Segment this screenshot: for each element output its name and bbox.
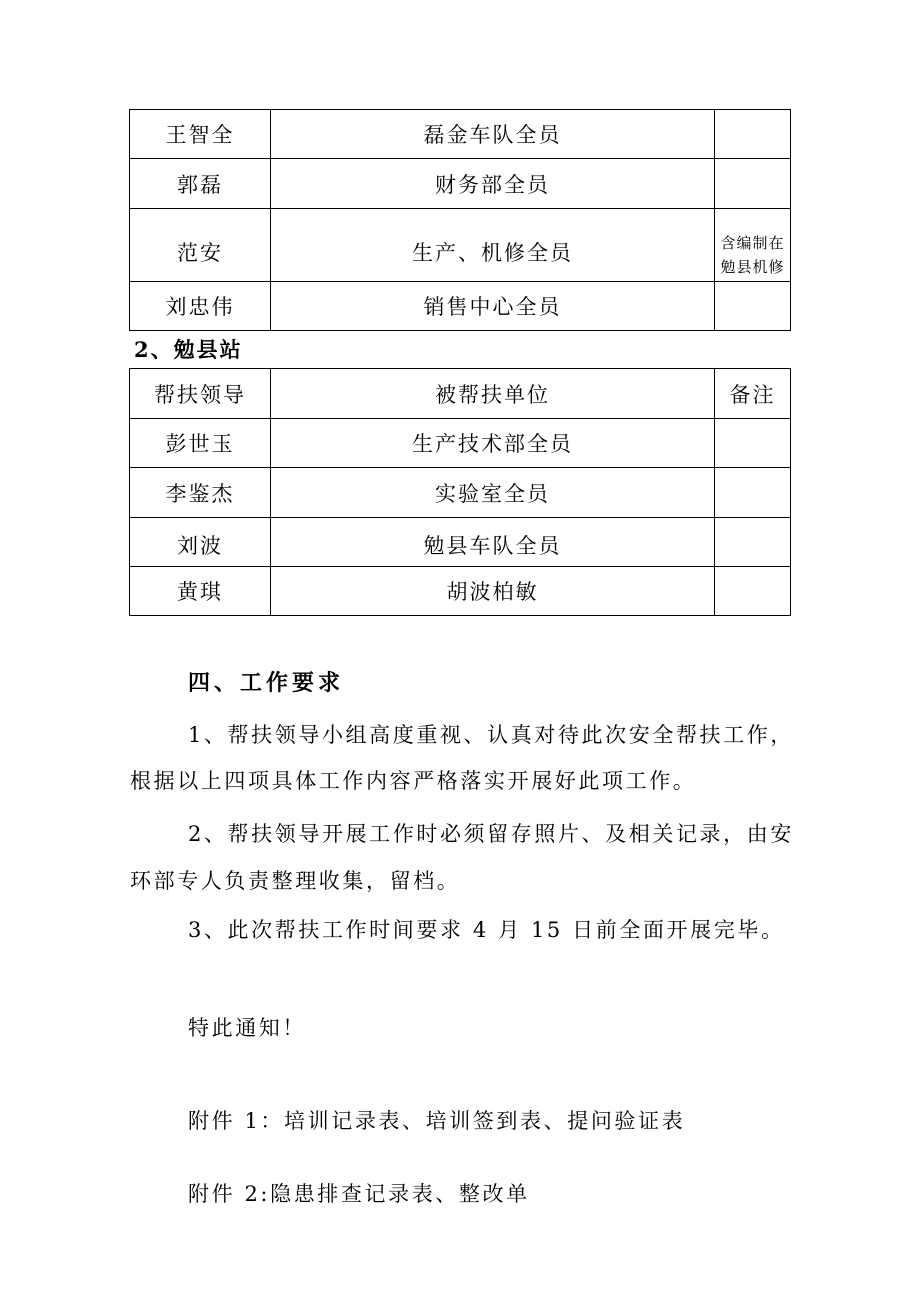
unit-cell: 磊金车队全员 [271, 110, 715, 159]
note-cell [715, 567, 791, 616]
leader-cell: 黄琪 [130, 567, 271, 616]
leader-cell: 刘波 [130, 518, 271, 567]
note-cell [715, 159, 791, 209]
section-title-mianxian: 2、勉县站 [134, 337, 243, 362]
table-row [130, 209, 791, 282]
unit-cell: 生产、机修全员 [271, 209, 715, 282]
requirements-heading: 四、工作要求 [188, 670, 345, 696]
requirement-1-line-1: 1、帮扶领导小组高度重视、认真对待此次安全帮扶工作， [188, 723, 794, 747]
unit-cell: 胡波柏敏 [271, 567, 715, 616]
table-row [130, 518, 791, 567]
table-row [130, 468, 791, 518]
unit-cell: 生产技术部全员 [271, 419, 715, 468]
requirement-2-line-1: 2、帮扶领导开展工作时必须留存照片、及相关记录，由安 [188, 822, 794, 846]
assistance-table-2 [129, 368, 791, 616]
table-row [130, 159, 791, 209]
leader-cell: 李鉴杰 [130, 468, 271, 518]
note-cell [715, 419, 791, 468]
leader-cell: 王智全 [130, 110, 271, 159]
note-cell: 含编制在勉县机修 [715, 209, 791, 282]
note-cell [715, 468, 791, 518]
leader-cell: 彭世玉 [130, 419, 271, 468]
header-note: 备注 [715, 369, 791, 419]
header-unit: 被帮扶单位 [271, 369, 715, 419]
leader-cell: 郭磊 [130, 159, 271, 209]
header-leader: 帮扶领导 [130, 369, 271, 419]
requirement-2-line-2: 环部专人负责整理收集，留档。 [130, 869, 461, 893]
attachment-2: 附件 2:隐患排查记录表、整改单 [188, 1182, 530, 1206]
note-cell [715, 110, 791, 159]
unit-cell: 销售中心全员 [271, 282, 715, 331]
attachment-1: 附件 1：培训记录表、培训签到表、提问验证表 [188, 1109, 686, 1133]
note-cell [715, 282, 791, 331]
assistance-table-1 [129, 109, 791, 331]
table-header-row [130, 369, 791, 419]
leader-cell: 范安 [130, 209, 271, 282]
table-row [130, 282, 791, 331]
note-cell [715, 518, 791, 567]
leader-cell: 刘忠伟 [130, 282, 271, 331]
table-row [130, 110, 791, 159]
requirement-3: 3、此次帮扶工作时间要求 4 月 15 日前全面开展完毕。 [188, 918, 785, 942]
table-row [130, 567, 791, 616]
requirement-1-line-2: 根据以上四项具体工作内容严格落实开展好此项工作。 [130, 769, 697, 793]
unit-cell: 财务部全员 [271, 159, 715, 209]
unit-cell: 勉县车队全员 [271, 518, 715, 567]
closing-text: 特此通知！ [188, 1016, 306, 1040]
unit-cell: 实验室全员 [271, 468, 715, 518]
table-row [130, 419, 791, 468]
